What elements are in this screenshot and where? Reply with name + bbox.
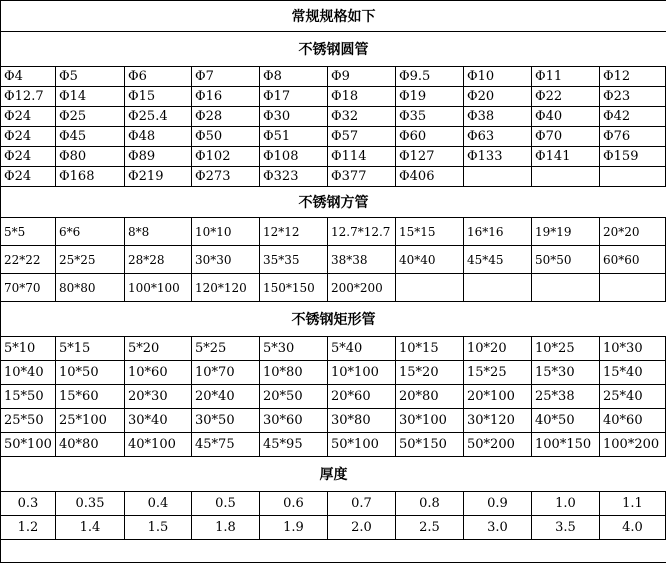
thickness-cell: 1.4 xyxy=(56,516,125,539)
table-row xyxy=(1,218,666,246)
round-tube-cell: Φ12 xyxy=(600,67,666,86)
round-tube-cell: Φ17 xyxy=(260,87,328,106)
square-tube-cell: 40*40 xyxy=(396,246,464,273)
thickness-cell: 2.5 xyxy=(396,516,464,539)
rect-tube-cell: 30*60 xyxy=(260,409,328,432)
square-tube-cell: 22*22 xyxy=(1,246,56,273)
rect-tube-cell: 25*38 xyxy=(532,385,600,408)
round-tube-cell: Φ24 xyxy=(1,147,56,166)
round-tube-cell: Φ28 xyxy=(192,107,260,126)
round-tube-cell: Φ102 xyxy=(192,147,260,166)
thickness-cell: 0.6 xyxy=(260,492,328,515)
round-tube-cell: Φ60 xyxy=(396,127,464,146)
rect-tube-cell: 5*15 xyxy=(56,337,125,360)
rect-tube-cell: 40*60 xyxy=(600,409,666,432)
rect-tube-cell: 50*100 xyxy=(1,433,56,456)
thickness-cell: 1.0 xyxy=(532,492,600,515)
square-tube-cell: 70*70 xyxy=(1,274,56,301)
square-tube-cell: 12.7*12.7 xyxy=(328,218,396,245)
table-row xyxy=(1,361,666,385)
square-tube-cell: 38*38 xyxy=(328,246,396,273)
table-row xyxy=(1,87,666,107)
thickness-cell: 0.7 xyxy=(328,492,396,515)
rect-tube-cell: 30*50 xyxy=(192,409,260,432)
rect-tube-cell: 5*25 xyxy=(192,337,260,360)
square-tube-cell xyxy=(600,274,666,301)
round-tube-cell: Φ50 xyxy=(192,127,260,146)
round-tube-cell: Φ24 xyxy=(1,107,56,126)
rect-tube-cell: 5*30 xyxy=(260,337,328,360)
thickness-cell: 0.4 xyxy=(125,492,192,515)
thickness-cell: 0.35 xyxy=(56,492,125,515)
round-tube-cell: Φ127 xyxy=(396,147,464,166)
rect-tube-cell: 30*120 xyxy=(464,409,532,432)
rect-tube-cell: 10*100 xyxy=(328,361,396,384)
round-tube-cell: Φ14 xyxy=(56,87,125,106)
square-tube-cell: 20*20 xyxy=(600,218,666,245)
rect-tube-cell: 45*75 xyxy=(192,433,260,456)
square-tube-cell: 30*30 xyxy=(192,246,260,273)
square-tube-cell: 5*5 xyxy=(1,218,56,245)
rect-tube-cell: 20*60 xyxy=(328,385,396,408)
thickness-cell: 0.9 xyxy=(464,492,532,515)
square-tube-cell: 25*25 xyxy=(56,246,125,273)
round-tube-cell: Φ377 xyxy=(328,167,396,186)
round-tube-cell: Φ133 xyxy=(464,147,532,166)
table-row xyxy=(1,433,666,457)
round-tube-cell: Φ30 xyxy=(260,107,328,126)
rect-tube-cell: 10*70 xyxy=(192,361,260,384)
table-row xyxy=(1,516,666,540)
thickness-cell: 3.5 xyxy=(532,516,600,539)
rect-tube-cell: 15*40 xyxy=(600,361,666,384)
rect-tube-cell: 10*60 xyxy=(125,361,192,384)
rect-tube-cell: 15*20 xyxy=(396,361,464,384)
rect-tube-cell: 5*10 xyxy=(1,337,56,360)
round-tube-cell: Φ11 xyxy=(532,67,600,86)
rect-tube-cell: 10*30 xyxy=(600,337,666,360)
round-tube-cell: Φ32 xyxy=(328,107,396,126)
square-tube-cell: 60*60 xyxy=(600,246,666,273)
round-tube-cell: Φ159 xyxy=(600,147,666,166)
thickness-cell: 4.0 xyxy=(600,516,666,539)
table-row xyxy=(1,107,666,127)
round-tube-cell: Φ80 xyxy=(56,147,125,166)
round-tube-cell: Φ23 xyxy=(600,87,666,106)
rect-tube-cell: 40*50 xyxy=(532,409,600,432)
round-tube-cell: Φ9.5 xyxy=(396,67,464,86)
rect-tube-cell: 5*20 xyxy=(125,337,192,360)
round-tube-cell: Φ16 xyxy=(192,87,260,106)
square-tube-cell: 10*10 xyxy=(192,218,260,245)
rect-tube-cell: 40*100 xyxy=(125,433,192,456)
table-row xyxy=(1,385,666,409)
rect-tube-heading: 不锈钢矩形管 xyxy=(1,302,666,337)
thickness-cell: 1.1 xyxy=(600,492,666,515)
table-row xyxy=(1,409,666,433)
round-tube-heading: 不锈钢圆管 xyxy=(1,32,666,67)
round-tube-cell: Φ48 xyxy=(125,127,192,146)
round-tube-cell: Φ406 xyxy=(396,167,464,186)
table-row xyxy=(1,147,666,167)
round-tube-cell: Φ38 xyxy=(464,107,532,126)
rect-tube-cell: 30*80 xyxy=(328,409,396,432)
round-tube-cell: Φ63 xyxy=(464,127,532,146)
thickness-cell: 0.3 xyxy=(1,492,56,515)
square-tube-cell: 35*35 xyxy=(260,246,328,273)
round-tube-cell: Φ24 xyxy=(1,167,56,186)
rect-tube-cell: 10*15 xyxy=(396,337,464,360)
round-tube-cell: Φ108 xyxy=(260,147,328,166)
square-tube-cell: 45*45 xyxy=(464,246,532,273)
table-row xyxy=(1,492,666,516)
round-tube-cell: Φ19 xyxy=(396,87,464,106)
square-tube-cell: 120*120 xyxy=(192,274,260,301)
table-row xyxy=(1,337,666,361)
round-tube-cell: Φ25.4 xyxy=(125,107,192,126)
round-tube-cell: Φ8 xyxy=(260,67,328,86)
square-tube-cell: 28*28 xyxy=(125,246,192,273)
round-tube-cell: Φ42 xyxy=(600,107,666,126)
rect-tube-cell: 20*100 xyxy=(464,385,532,408)
round-tube-cell xyxy=(464,167,532,186)
square-tube-cell: 6*6 xyxy=(56,218,125,245)
rect-tube-cell: 20*40 xyxy=(192,385,260,408)
round-tube-cell: Φ35 xyxy=(396,107,464,126)
table-row xyxy=(1,127,666,147)
rect-tube-cell: 40*80 xyxy=(56,433,125,456)
square-tube-heading: 不锈钢方管 xyxy=(1,187,666,218)
rect-tube-cell: 10*25 xyxy=(532,337,600,360)
rect-tube-cell: 30*100 xyxy=(396,409,464,432)
rect-tube-cell: 50*150 xyxy=(396,433,464,456)
thickness-cell: 0.5 xyxy=(192,492,260,515)
square-tube-cell: 80*80 xyxy=(56,274,125,301)
round-tube-cell: Φ89 xyxy=(125,147,192,166)
rect-tube-cell: 25*100 xyxy=(56,409,125,432)
thickness-cell: 3.0 xyxy=(464,516,532,539)
round-tube-cell: Φ4 xyxy=(1,67,56,86)
round-tube-cell: Φ15 xyxy=(125,87,192,106)
rect-tube-cell: 10*50 xyxy=(56,361,125,384)
round-tube-cell: Φ25 xyxy=(56,107,125,126)
round-tube-cell: Φ5 xyxy=(56,67,125,86)
thickness-heading: 厚度 xyxy=(1,457,666,492)
round-tube-cell: Φ10 xyxy=(464,67,532,86)
square-tube-cell xyxy=(396,274,464,301)
rect-tube-cell: 45*95 xyxy=(260,433,328,456)
rect-tube-cell: 5*40 xyxy=(328,337,396,360)
round-tube-cell: Φ6 xyxy=(125,67,192,86)
table-row xyxy=(1,274,666,302)
rect-tube-cell: 15*25 xyxy=(464,361,532,384)
round-tube-cell: Φ22 xyxy=(532,87,600,106)
rect-tube-cell: 100*150 xyxy=(532,433,600,456)
rect-tube-cell: 10*20 xyxy=(464,337,532,360)
rect-tube-cell: 20*50 xyxy=(260,385,328,408)
thickness-cell: 1.9 xyxy=(260,516,328,539)
round-tube-cell: Φ323 xyxy=(260,167,328,186)
thickness-cell: 1.2 xyxy=(1,516,56,539)
rect-tube-cell: 100*200 xyxy=(600,433,666,456)
round-tube-cell: Φ18 xyxy=(328,87,396,106)
round-tube-cell: Φ76 xyxy=(600,127,666,146)
square-tube-cell: 150*150 xyxy=(260,274,328,301)
round-tube-cell: Φ273 xyxy=(192,167,260,186)
round-tube-cell: Φ20 xyxy=(464,87,532,106)
rect-tube-cell: 20*80 xyxy=(396,385,464,408)
square-tube-cell: 50*50 xyxy=(532,246,600,273)
round-tube-cell: Φ7 xyxy=(192,67,260,86)
square-tube-cell xyxy=(464,274,532,301)
thickness-cell: 2.0 xyxy=(328,516,396,539)
square-tube-cell: 200*200 xyxy=(328,274,396,301)
thickness-cell: 1.5 xyxy=(125,516,192,539)
rect-tube-cell: 15*30 xyxy=(532,361,600,384)
round-tube-cell: Φ40 xyxy=(532,107,600,126)
rect-tube-cell: 50*200 xyxy=(464,433,532,456)
square-tube-cell xyxy=(532,274,600,301)
table-row xyxy=(1,246,666,274)
square-tube-cell: 8*8 xyxy=(125,218,192,245)
page-title: 常规规格如下 xyxy=(1,1,666,32)
rect-tube-cell: 20*30 xyxy=(125,385,192,408)
rect-tube-cell: 30*40 xyxy=(125,409,192,432)
square-tube-cell: 16*16 xyxy=(464,218,532,245)
round-tube-cell: Φ51 xyxy=(260,127,328,146)
rect-tube-cell: 10*80 xyxy=(260,361,328,384)
round-tube-cell: Φ168 xyxy=(56,167,125,186)
round-tube-cell: Φ141 xyxy=(532,147,600,166)
rect-tube-cell: 25*50 xyxy=(1,409,56,432)
round-tube-cell: Φ114 xyxy=(328,147,396,166)
rect-tube-cell: 15*60 xyxy=(56,385,125,408)
table-row xyxy=(1,67,666,87)
round-tube-cell: Φ9 xyxy=(328,67,396,86)
square-tube-cell: 100*100 xyxy=(125,274,192,301)
rect-tube-cell: 15*50 xyxy=(1,385,56,408)
round-tube-cell: Φ219 xyxy=(125,167,192,186)
rect-tube-cell: 25*40 xyxy=(600,385,666,408)
round-tube-cell: Φ12.7 xyxy=(1,87,56,106)
round-tube-cell: Φ70 xyxy=(532,127,600,146)
rect-tube-cell: 10*40 xyxy=(1,361,56,384)
thickness-cell: 0.8 xyxy=(396,492,464,515)
round-tube-cell: Φ57 xyxy=(328,127,396,146)
square-tube-cell: 19*19 xyxy=(532,218,600,245)
round-tube-cell xyxy=(600,167,666,186)
square-tube-cell: 15*15 xyxy=(396,218,464,245)
round-tube-cell: Φ45 xyxy=(56,127,125,146)
rect-tube-cell: 50*100 xyxy=(328,433,396,456)
round-tube-cell xyxy=(532,167,600,186)
table-row xyxy=(1,167,666,187)
square-tube-cell: 12*12 xyxy=(260,218,328,245)
round-tube-cell: Φ24 xyxy=(1,127,56,146)
thickness-cell: 1.8 xyxy=(192,516,260,539)
